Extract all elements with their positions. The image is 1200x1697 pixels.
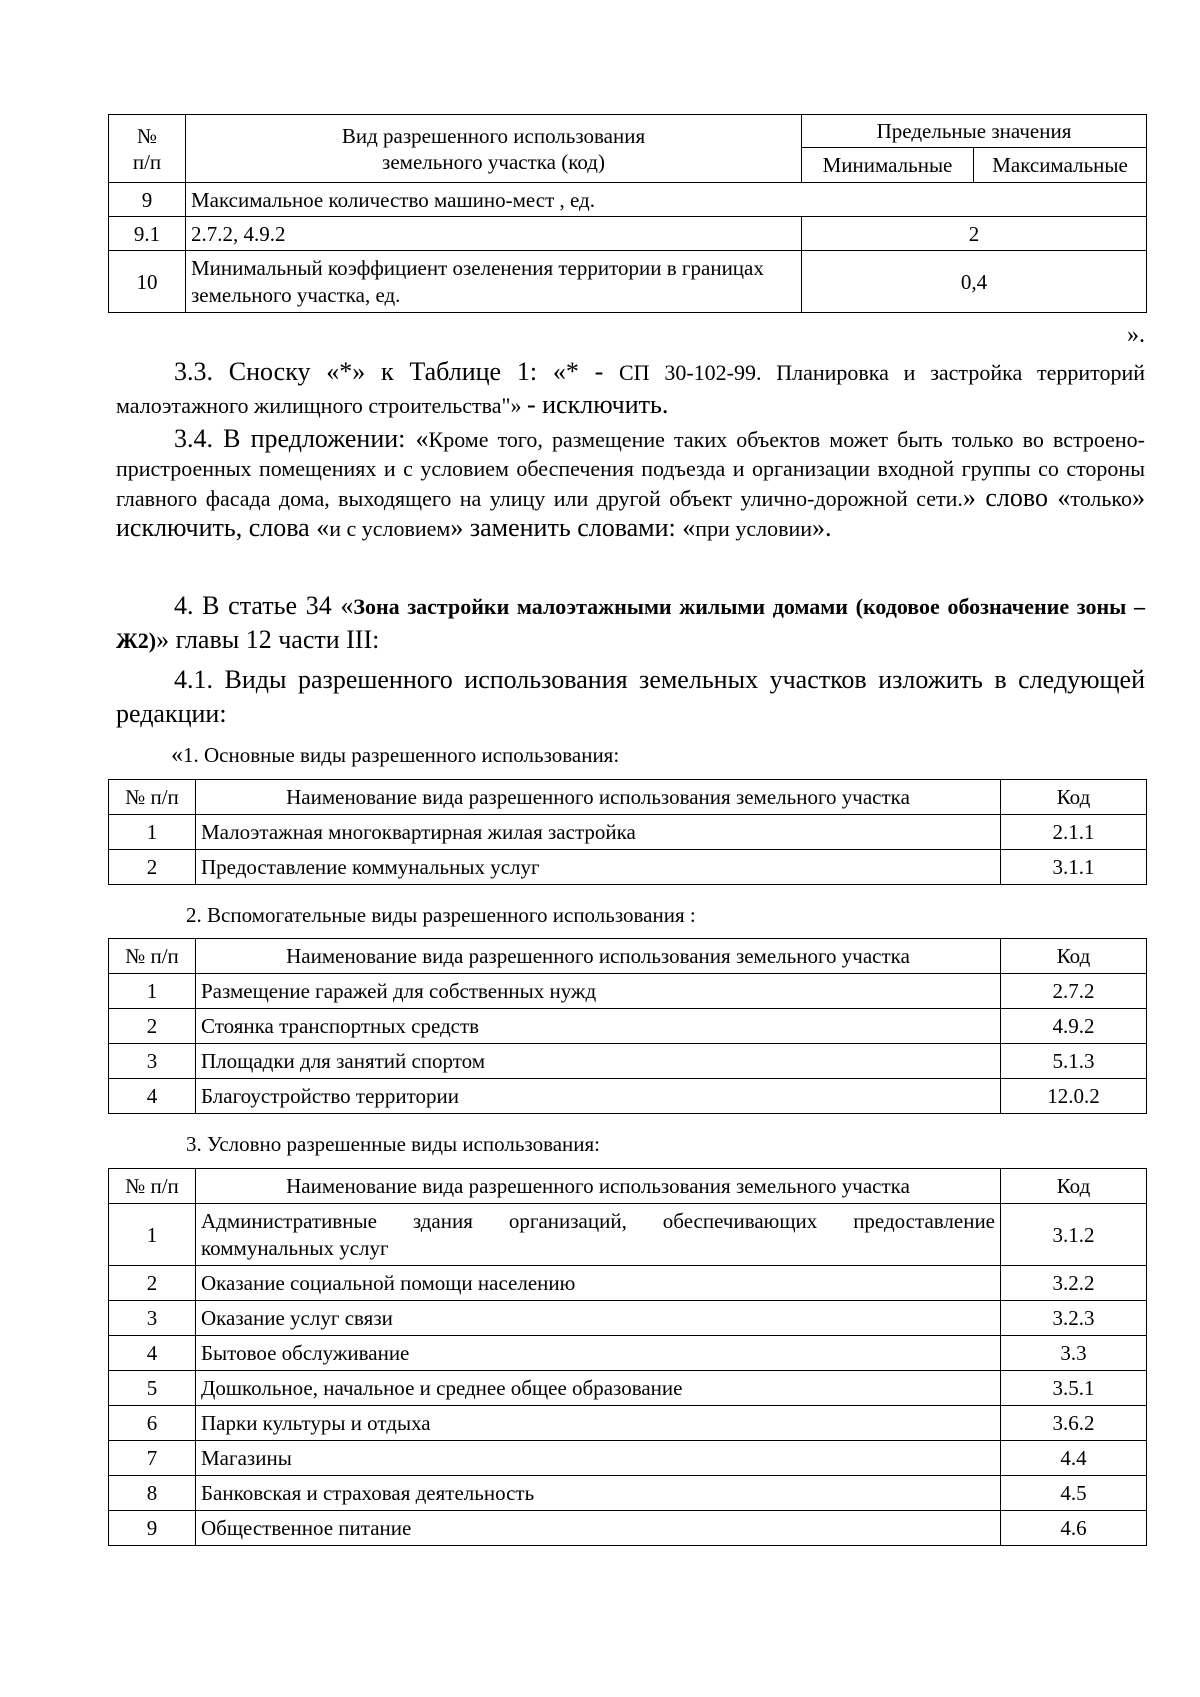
s1-title-text: 1. Основные виды разрешенного использования: bbox=[183, 743, 620, 767]
limits-header-min: Минимальные bbox=[802, 148, 974, 183]
p33-tail: - исключить. bbox=[526, 390, 669, 419]
table-row bbox=[109, 251, 1147, 313]
row-code: 3.5.1 bbox=[1001, 1371, 1147, 1406]
table-row bbox=[109, 1511, 1147, 1546]
row-text: Максимальное количество машино-мест , ед. bbox=[186, 183, 1147, 217]
row-code: 3.6.2 bbox=[1001, 1406, 1147, 1441]
table-row bbox=[109, 183, 1147, 217]
row-num: 1 bbox=[109, 974, 196, 1009]
row-code: 2.1.1 bbox=[1001, 815, 1147, 850]
row-code: 4.5 bbox=[1001, 1476, 1147, 1511]
row-num: 6 bbox=[109, 1406, 196, 1441]
row-text: 2.7.2, 4.9.2 bbox=[186, 217, 802, 251]
row-name: Дошкольное, начальное и среднее общее образование bbox=[196, 1371, 1001, 1406]
row-name: Малоэтажная многоквартирная жилая застройка bbox=[196, 815, 1001, 850]
row-num: 10 bbox=[109, 251, 186, 313]
row-value: 0,4 bbox=[802, 251, 1147, 313]
row-code: 3.3 bbox=[1001, 1336, 1147, 1371]
row-text: Минимальный коэффициент озеленения территории в границах земельного участка, ед. bbox=[186, 251, 802, 313]
row-name: Магазины bbox=[196, 1441, 1001, 1476]
limits-header-num: № п/п bbox=[109, 115, 186, 183]
header-code: Код bbox=[1001, 939, 1147, 974]
p34-m2: » исключить, слова « bbox=[116, 483, 1145, 542]
row-num: 8 bbox=[109, 1476, 196, 1511]
row-num: 2 bbox=[109, 1009, 196, 1044]
row-name: Общественное питание bbox=[196, 1511, 1001, 1546]
p34-end: ». bbox=[812, 513, 832, 542]
p34-w1: только bbox=[1070, 486, 1132, 511]
closing-quote: ». bbox=[1127, 322, 1145, 348]
p34-m1: » слово « bbox=[962, 483, 1071, 512]
p34-w3: при условии bbox=[695, 516, 813, 541]
header-num: № п/п bbox=[109, 1169, 196, 1204]
row-name: Размещение гаражей для собственных нужд bbox=[196, 974, 1001, 1009]
main-uses-table bbox=[108, 779, 1147, 885]
p4-lead: 4. В статье 34 « bbox=[174, 591, 354, 620]
section-3-title: 3. Условно разрешенные виды использования: bbox=[186, 1132, 601, 1156]
row-code: 3.2.2 bbox=[1001, 1266, 1147, 1301]
row-code: 2.7.2 bbox=[1001, 974, 1147, 1009]
row-code: 4.9.2 bbox=[1001, 1009, 1147, 1044]
row-name: Административные здания организаций, обеспечивающих предоставление коммунальных услуг bbox=[196, 1204, 1001, 1266]
row-code: 5.1.3 bbox=[1001, 1044, 1147, 1079]
table-row bbox=[109, 1406, 1147, 1441]
row-num: 1 bbox=[109, 815, 196, 850]
table-row bbox=[109, 1441, 1147, 1476]
row-num: 9.1 bbox=[109, 217, 186, 251]
row-name: Стоянка транспортных средств bbox=[196, 1009, 1001, 1044]
table-row bbox=[109, 1079, 1147, 1114]
paragraph-3-3 bbox=[116, 356, 1145, 422]
p34-m3: » заменить словами: « bbox=[450, 513, 696, 542]
table-row bbox=[109, 1009, 1147, 1044]
p34-quote: Кроме того, размещение таких объектов может быть только во встроено-пристроенных помещениях и с условием обеспечения подъезда и организации входной группы со стороны главного фасада дома, выходящего на улицу или другой объект улично-дорожной сети. bbox=[116, 427, 1145, 511]
row-num: 7 bbox=[109, 1441, 196, 1476]
table-row bbox=[109, 1204, 1147, 1266]
s1-open-quote: « bbox=[171, 742, 183, 768]
p4-tail: » главы 12 части III: bbox=[156, 625, 380, 654]
row-name: Парки культуры и отдыха bbox=[196, 1406, 1001, 1441]
row-code: 4.6 bbox=[1001, 1511, 1147, 1546]
p34-lead: 3.4. В предложении: « bbox=[174, 424, 429, 453]
p33-body: СП 30-102-99. Планировка и застройка территорий малоэтажного жилищного строительства"» bbox=[116, 360, 1145, 418]
row-num: 9 bbox=[109, 183, 186, 217]
header-name: Наименование вида разрешенного использования земельного участка bbox=[196, 939, 1001, 974]
table-row bbox=[109, 1476, 1147, 1511]
row-name: Предоставление коммунальных услуг bbox=[196, 850, 1001, 885]
p33-lead: 3.3. Сноску «*» к Таблице 1: «* - bbox=[174, 357, 619, 386]
section-2-title: 2. Вспомогательные виды разрешенного использования : bbox=[186, 903, 696, 927]
row-name: Оказание социальной помощи населению bbox=[196, 1266, 1001, 1301]
section-1-title bbox=[171, 742, 619, 768]
header-code: Код bbox=[1001, 780, 1147, 815]
conditional-uses-table bbox=[108, 1168, 1147, 1546]
table-row bbox=[109, 1266, 1147, 1301]
row-name: Банковская и страховая деятельность bbox=[196, 1476, 1001, 1511]
header-name: Наименование вида разрешенного использования земельного участка bbox=[196, 1169, 1001, 1204]
row-code: 12.0.2 bbox=[1001, 1079, 1147, 1114]
table-row bbox=[109, 217, 1147, 251]
p4-bold: Зона застройки малоэтажными жилыми домами (кодовое обозначение зоны – Ж2) bbox=[116, 594, 1145, 653]
header-num: № п/п bbox=[109, 939, 196, 974]
row-num: 4 bbox=[109, 1079, 196, 1114]
header-code: Код bbox=[1001, 1169, 1147, 1204]
row-num: 4 bbox=[109, 1336, 196, 1371]
row-code: 3.2.3 bbox=[1001, 1301, 1147, 1336]
table-row bbox=[109, 850, 1147, 885]
table-row bbox=[109, 1336, 1147, 1371]
paragraph-4 bbox=[116, 589, 1145, 657]
limits-table bbox=[108, 114, 1147, 313]
p34-w2: и с условием bbox=[329, 516, 451, 541]
row-name: Оказание услуг связи bbox=[196, 1301, 1001, 1336]
row-num: 1 bbox=[109, 1204, 196, 1266]
auxiliary-uses-table bbox=[108, 938, 1147, 1114]
row-num: 3 bbox=[109, 1301, 196, 1336]
limits-header-type: Вид разрешенного использования земельного участка (код) bbox=[186, 115, 802, 183]
table-row bbox=[109, 815, 1147, 850]
paragraph-4-1: 4.1. Виды разрешенного использования земельных участков изложить в следующей редакции: bbox=[116, 665, 1145, 728]
row-name: Благоустройство территории bbox=[196, 1079, 1001, 1114]
row-num: 3 bbox=[109, 1044, 196, 1079]
paragraph-3-4 bbox=[116, 424, 1145, 543]
table-row bbox=[109, 974, 1147, 1009]
limits-header-max: Максимальные bbox=[974, 148, 1147, 183]
header-num: № п/п bbox=[109, 780, 196, 815]
row-value: 2 bbox=[802, 217, 1147, 251]
row-code: 4.4 bbox=[1001, 1441, 1147, 1476]
row-num: 2 bbox=[109, 1266, 196, 1301]
row-num: 9 bbox=[109, 1511, 196, 1546]
row-code: 3.1.1 bbox=[1001, 850, 1147, 885]
row-num: 5 bbox=[109, 1371, 196, 1406]
row-name: Бытовое обслуживание bbox=[196, 1336, 1001, 1371]
header-name: Наименование вида разрешенного использования земельного участка bbox=[196, 780, 1001, 815]
row-name: Площадки для занятий спортом bbox=[196, 1044, 1001, 1079]
table-row bbox=[109, 1301, 1147, 1336]
table-row bbox=[109, 1371, 1147, 1406]
table-row bbox=[109, 1044, 1147, 1079]
row-code: 3.1.2 bbox=[1001, 1204, 1147, 1266]
limits-header-limits: Предельные значения bbox=[802, 115, 1147, 148]
row-num: 2 bbox=[109, 850, 196, 885]
